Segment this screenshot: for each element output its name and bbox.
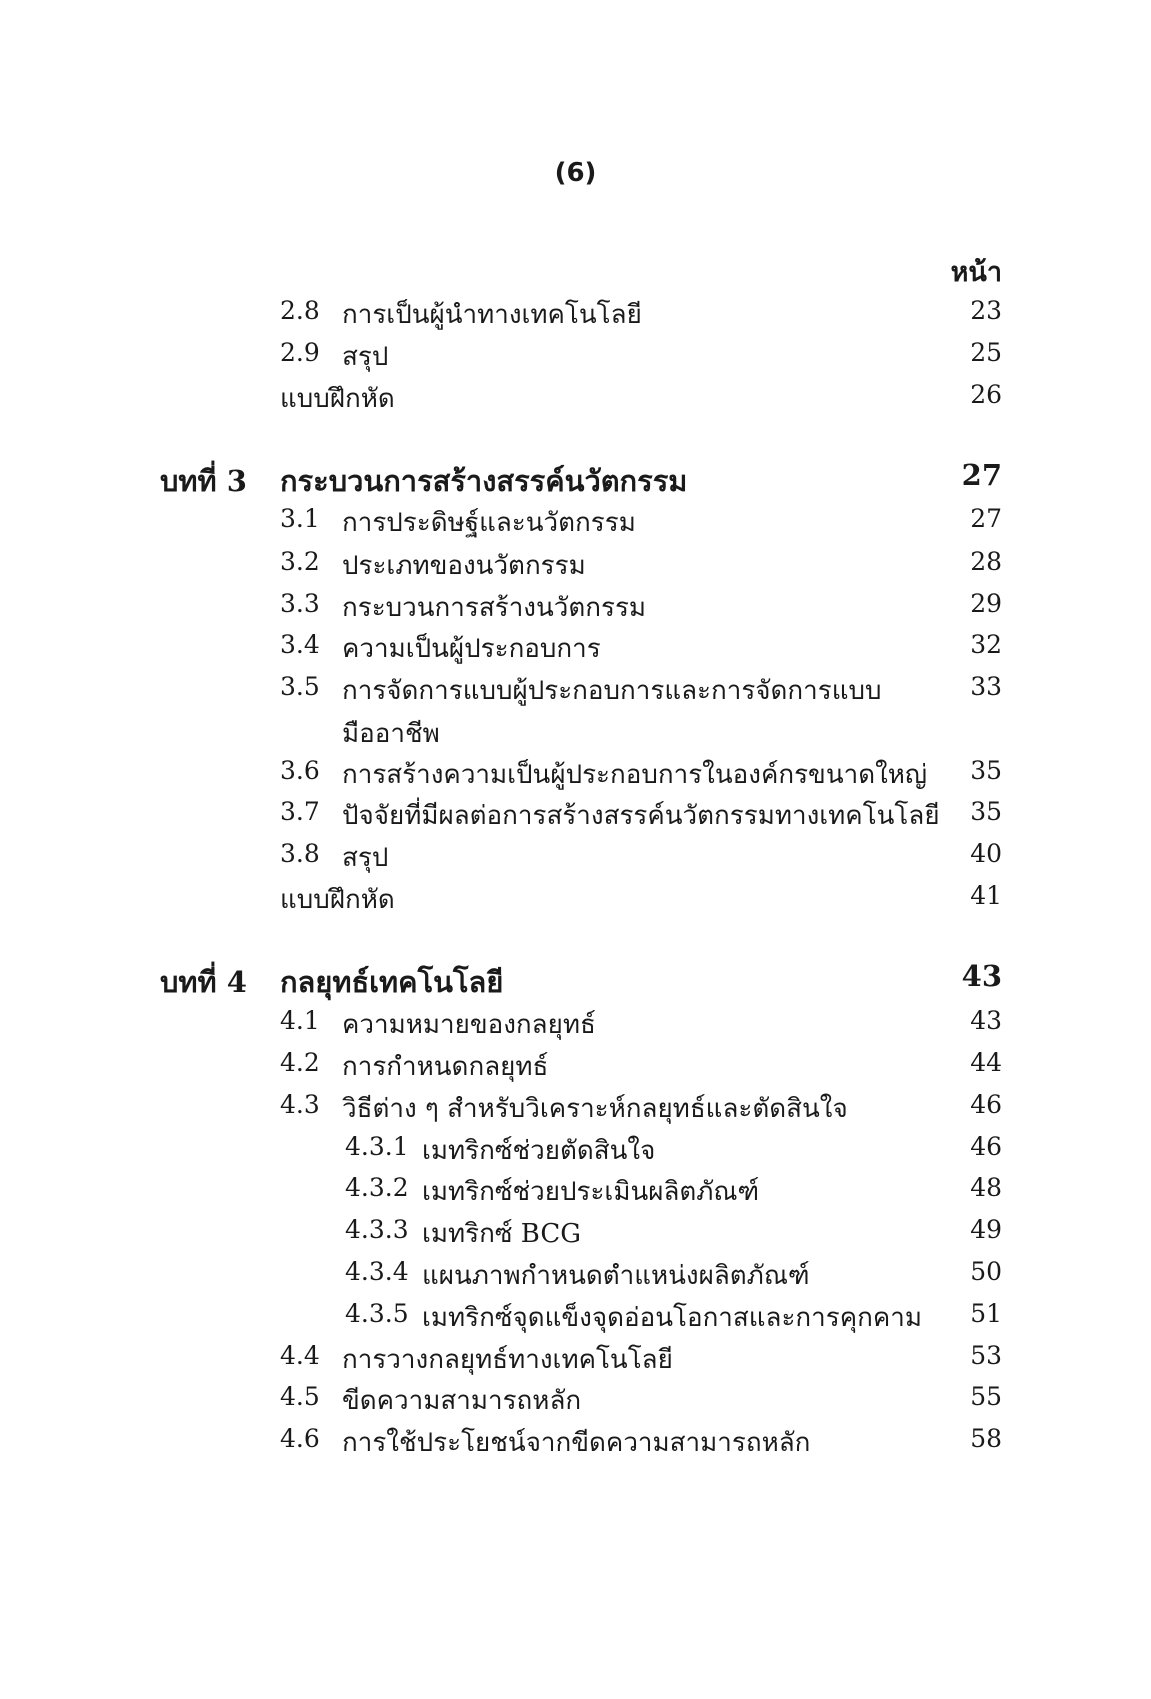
toc-row (0, 1086, 1151, 1132)
section-number: 2.8 (280, 296, 320, 325)
toc-row (0, 1211, 1151, 1257)
section-number: 3.8 (280, 839, 320, 868)
section-title: เมทริกซ์จุดแข็งจุดอ่อนโอกาสและการคุกคาม (422, 1303, 923, 1333)
toc-row (0, 711, 1151, 757)
toc-row (0, 835, 1151, 881)
section-title: เมทริกซ์ช่วยประเมินผลิตภัณฑ์ (422, 1177, 760, 1207)
page-ref: 50 (970, 1257, 1002, 1286)
toc-row (0, 752, 1151, 798)
section-title: เมทริกซ์ BCG (422, 1219, 582, 1249)
toc-row (0, 376, 1151, 422)
page-ref: 33 (970, 672, 1002, 701)
section-number: 4.3.2 (345, 1173, 409, 1202)
section-number: 2.9 (280, 338, 320, 367)
section-title: การใช้ประโยชน์จากขีดความสามารถหลัก (342, 1428, 811, 1458)
toc-chapter-row (0, 458, 1151, 504)
section-title: ปัจจัยที่มีผลต่อการสร้างสรรค์นวัตกรรมทางเทคโนโลยี (342, 801, 940, 831)
page-ref: 41 (970, 881, 1002, 910)
section-title: มืออาชีพ (342, 719, 440, 749)
section-number: 3.2 (280, 547, 320, 576)
toc-row (0, 585, 1151, 631)
page-ref: 46 (970, 1090, 1002, 1119)
section-title: การกำหนดกลยุทธ์ (342, 1052, 549, 1082)
toc-row (0, 1169, 1151, 1215)
section-number: 3.6 (280, 756, 320, 785)
section-number: 3.7 (280, 797, 320, 826)
page-ref: 40 (970, 839, 1002, 868)
section-number: 4.5 (280, 1382, 320, 1411)
section-title: สรุป (342, 843, 389, 873)
toc-row (0, 1420, 1151, 1466)
toc-row (0, 1253, 1151, 1299)
page-ref: 27 (961, 458, 1002, 492)
page-ref: 53 (970, 1341, 1002, 1370)
page-ref: 28 (970, 547, 1002, 576)
page-column-header: หน้า (950, 257, 1002, 288)
section-number: 4.3 (280, 1090, 320, 1119)
section-title: แผนภาพกำหนดตำแหน่งผลิตภัณฑ์ (422, 1261, 810, 1291)
page-ref: 26 (970, 380, 1002, 409)
toc-row (0, 1002, 1151, 1048)
toc-row (0, 1044, 1151, 1090)
section-title: แบบฝึกหัด (280, 384, 395, 414)
page-ref: 55 (970, 1382, 1002, 1411)
section-title: วิธีต่าง ๆ สำหรับวิเคราะห์กลยุทธ์และตัดสินใจ (342, 1094, 848, 1124)
section-number: 4.1 (280, 1006, 320, 1035)
toc-row (0, 334, 1151, 380)
section-number: 4.3.4 (345, 1257, 409, 1286)
section-title: กระบวนการสร้างนวัตกรรม (342, 593, 647, 623)
page-ref: 48 (970, 1173, 1002, 1202)
page-ref: 43 (970, 1006, 1002, 1035)
section-number: 3.1 (280, 504, 320, 533)
toc-row (0, 1337, 1151, 1383)
page-ref: 43 (961, 959, 1002, 993)
section-title: สรุป (342, 342, 389, 372)
chapter-title: กลยุทธ์เทคโนโลยี (280, 965, 504, 999)
section-number: 4.3.1 (345, 1132, 409, 1161)
toc-row (0, 668, 1151, 714)
section-title: แบบฝึกหัด (280, 885, 395, 915)
toc-row (0, 877, 1151, 923)
section-title: การจัดการแบบผู้ประกอบการและการจัดการแบบ (342, 676, 882, 706)
toc-chapter-row (0, 959, 1151, 1005)
toc-row (0, 626, 1151, 672)
page-ref: 49 (970, 1215, 1002, 1244)
section-number: 4.2 (280, 1048, 320, 1077)
section-title: การเป็นผู้นำทางเทคโนโลยี (342, 300, 642, 330)
page-ref: 25 (970, 338, 1002, 367)
chapter-title: กระบวนการสร้างสรรค์นวัตกรรม (280, 464, 688, 498)
section-title: การประดิษฐ์และนวัตกรรม (342, 508, 636, 538)
page-ref: 51 (970, 1299, 1002, 1328)
toc-row (0, 543, 1151, 589)
section-number: 4.3.5 (345, 1299, 409, 1328)
page-ref: 35 (970, 756, 1002, 785)
page-number: (6) (554, 158, 597, 188)
toc-row (0, 1295, 1151, 1341)
toc-row (0, 292, 1151, 338)
page-ref: 23 (970, 296, 1002, 325)
section-number: 3.4 (280, 630, 320, 659)
toc-row (0, 793, 1151, 839)
chapter-label: บทที่ 4 (160, 965, 247, 999)
section-title: เมทริกซ์ช่วยตัดสินใจ (422, 1136, 656, 1166)
page-ref: 29 (970, 589, 1002, 618)
section-number: 3.5 (280, 672, 320, 701)
page-ref: 58 (970, 1424, 1002, 1453)
page-ref: 46 (970, 1132, 1002, 1161)
page-ref: 35 (970, 797, 1002, 826)
chapter-label: บทที่ 3 (160, 464, 247, 498)
section-title: การสร้างความเป็นผู้ประกอบการในองค์กรขนาดใหญ่ (342, 760, 928, 790)
section-title: ประเภทของนวัตกรรม (342, 551, 586, 581)
section-title: ความเป็นผู้ประกอบการ (342, 634, 601, 664)
page-ref: 44 (970, 1048, 1002, 1077)
section-title: ขีดความสามารถหลัก (342, 1386, 582, 1416)
section-title: การวางกลยุทธ์ทางเทคโนโลยี (342, 1345, 673, 1375)
section-number: 4.4 (280, 1341, 320, 1370)
toc-row (0, 1378, 1151, 1424)
toc-row (0, 1128, 1151, 1174)
toc-row (0, 500, 1151, 546)
section-number: 4.6 (280, 1424, 320, 1453)
page-ref: 27 (970, 504, 1002, 533)
section-title: ความหมายของกลยุทธ์ (342, 1010, 596, 1040)
section-number: 4.3.3 (345, 1215, 409, 1244)
section-number: 3.3 (280, 589, 320, 618)
page-ref: 32 (970, 630, 1002, 659)
